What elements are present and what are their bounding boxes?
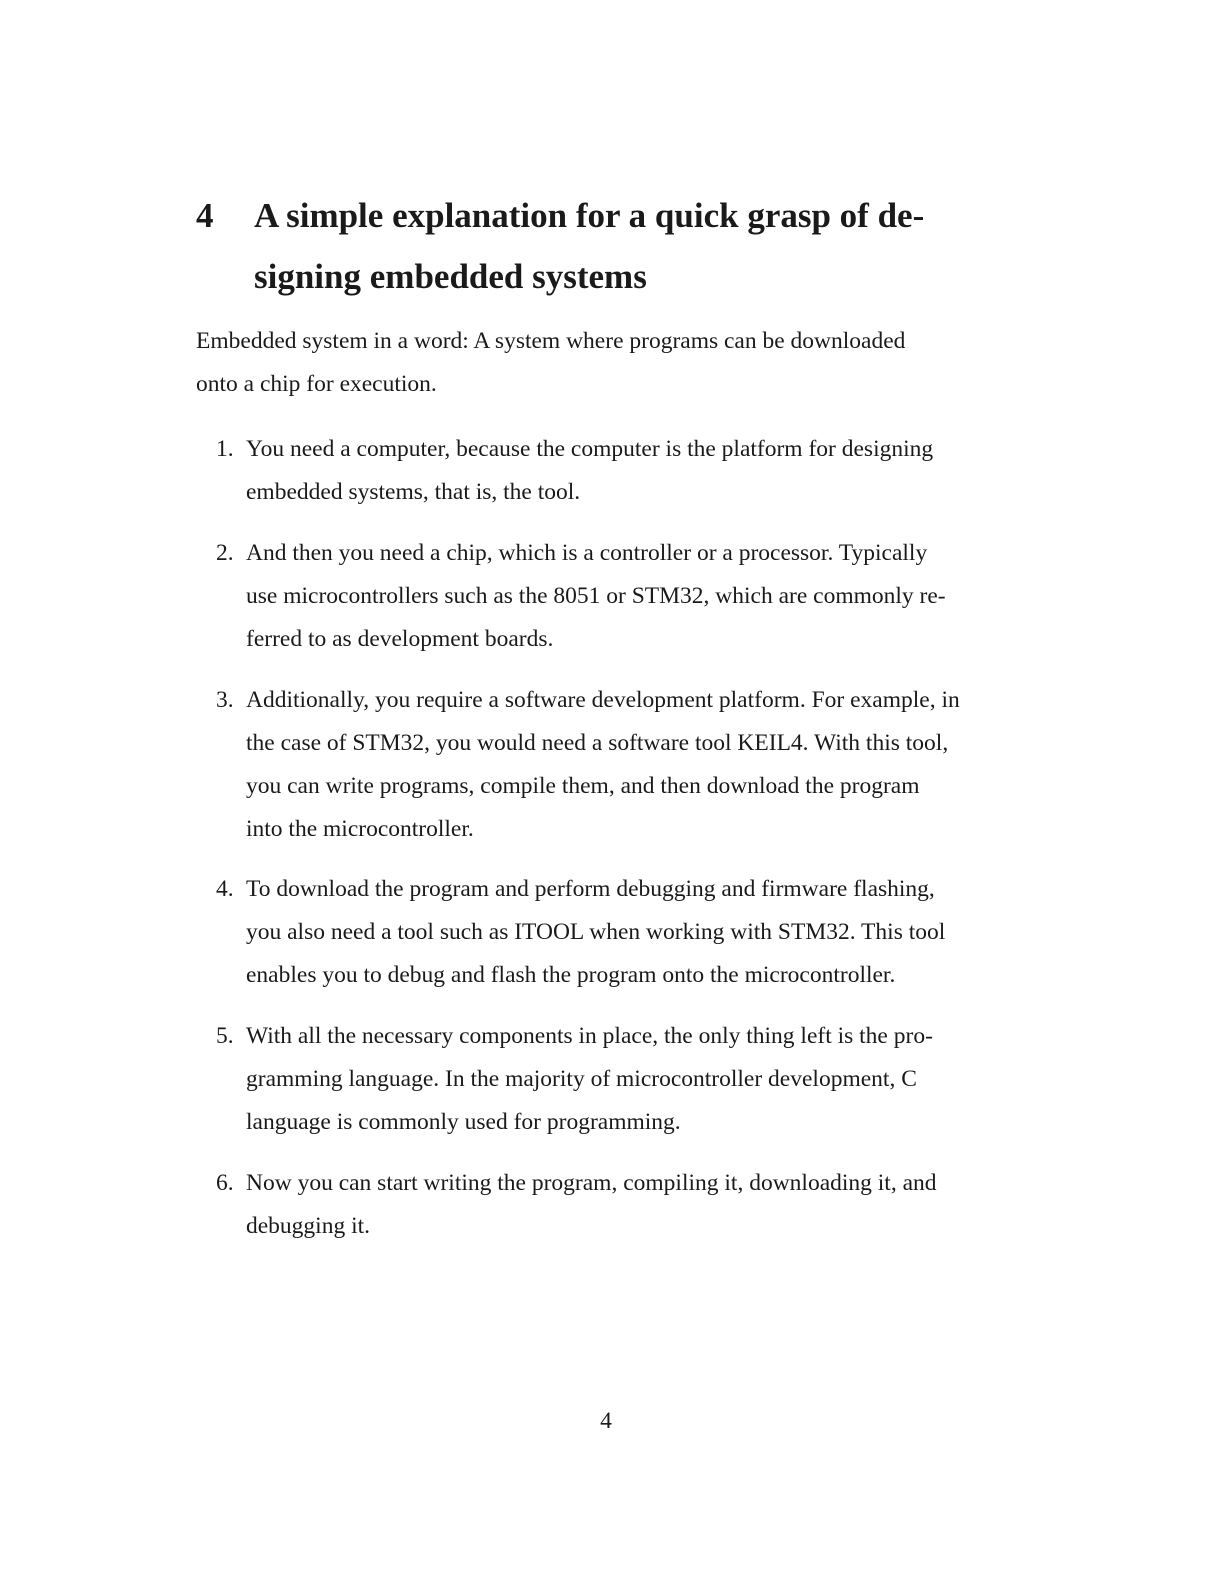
list-item-text <box>246 1162 937 1248</box>
intro-line: Embedded system in a word: A system where programs can be downloaded <box>196 328 906 354</box>
list-item-line: Now you can start writing the program, compiling it, downloading it, and <box>246 1170 937 1196</box>
list-item-number: 6. <box>216 1170 234 1196</box>
list-item-text <box>246 532 946 661</box>
list-item-line: And then you need a chip, which is a controller or a processor. Typically <box>246 540 928 566</box>
list-item-line: language is commonly used for programming. <box>246 1109 681 1135</box>
list-item-text <box>246 679 960 851</box>
list-item-line: Additionally, you require a software development platform. For example, in <box>246 687 960 713</box>
list-item-text <box>246 868 945 997</box>
section-title <box>254 185 1054 307</box>
list-item-number: 4. <box>216 876 234 902</box>
list-item-line: With all the necessary components in place, the only thing left is the pro- <box>246 1023 933 1049</box>
list-item-line: the case of STM32, you would need a software tool KEIL4. With this tool, <box>246 730 949 756</box>
list-item-line: use microcontrollers such as the 8051 or STM32, which are commonly re- <box>246 583 946 609</box>
list-item-line: embedded systems, that is, the tool. <box>246 479 581 505</box>
list-item-text <box>246 1015 933 1144</box>
intro-line: onto a chip for execution. <box>196 371 437 397</box>
section-number: 4 <box>196 196 214 235</box>
list-item-number: 1. <box>216 436 234 462</box>
list-item-line: To download the program and perform debugging and firmware flashing, <box>246 876 935 902</box>
intro-paragraph <box>196 320 905 406</box>
list-item-line: enables you to debug and flash the program onto the microcontroller. <box>246 962 896 988</box>
page-number: 4 <box>600 1408 612 1434</box>
list-item-line: debugging it. <box>246 1213 371 1239</box>
list-item-line: you can write programs, compile them, and then download the program <box>246 773 920 799</box>
section-title-line: A simple explanation for a quick grasp of de- <box>254 196 925 235</box>
list-item-number: 3. <box>216 687 234 713</box>
list-item-text <box>246 428 933 514</box>
list-item-number: 5. <box>216 1023 234 1049</box>
list-item-line: into the microcontroller. <box>246 816 474 842</box>
list-item-line: You need a computer, because the computer is the platform for designing <box>246 436 934 462</box>
list-item-line: you also need a tool such as ITOOL when working with STM32. This tool <box>246 919 946 945</box>
list-item-line: ferred to as development boards. <box>246 626 554 652</box>
section-title-line: signing embedded systems <box>254 257 647 296</box>
list-item-line: gramming language. In the majority of microcontroller development, C <box>246 1066 917 1092</box>
list-item-number: 2. <box>216 540 234 566</box>
